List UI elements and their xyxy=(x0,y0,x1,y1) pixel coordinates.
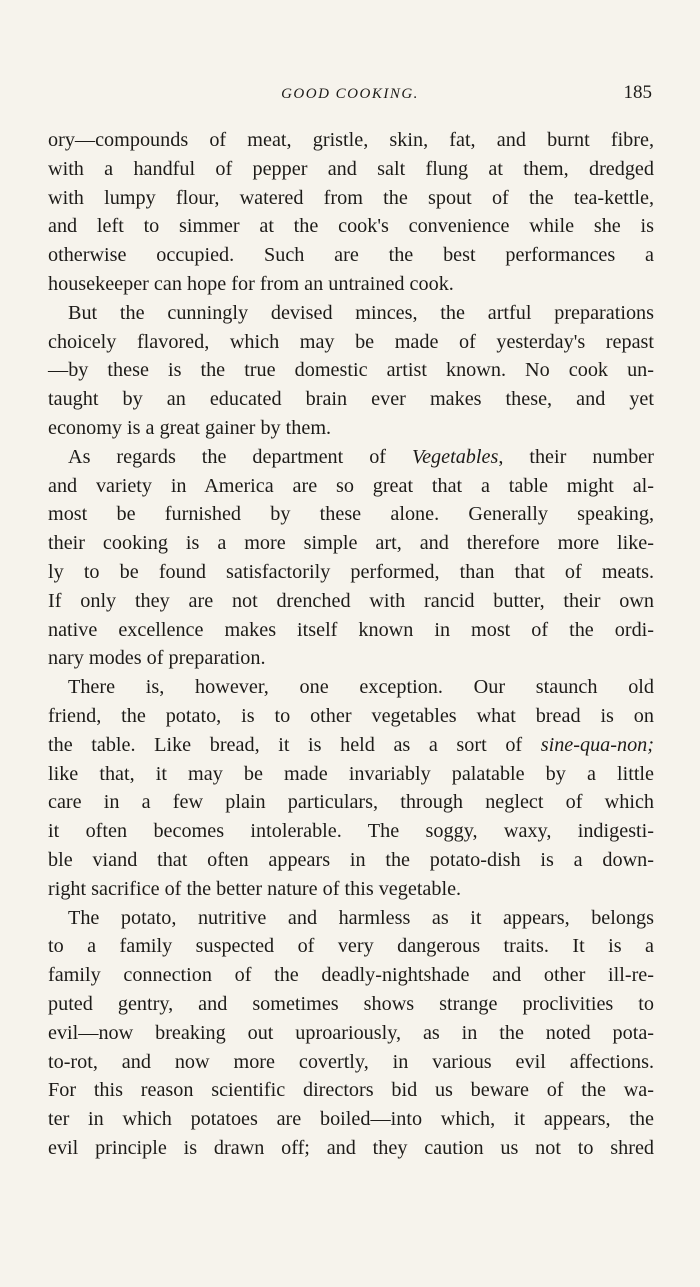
text-line: right sacrifice of the better nature of this vegetable. xyxy=(48,877,462,900)
text-line: most be furnished by these alone. Generally speaking, xyxy=(48,503,654,526)
paragraph xyxy=(48,126,654,299)
text-line: As regards the department of Vegetables, their number xyxy=(68,445,654,468)
text-line: the table. Like bread, it is held as a sort of sine-qua-non; xyxy=(48,733,654,756)
paragraph xyxy=(48,299,654,443)
page-header xyxy=(48,80,652,110)
text-line: nary modes of preparation. xyxy=(48,647,266,670)
text-line: with lumpy flour, watered from the spout of the tea-kettle, xyxy=(48,186,654,209)
text-line: evil—now breaking out uproariously, as in the noted pota- xyxy=(48,1021,654,1044)
text-line: ly to be found satisfactorily performed, than that of meats. xyxy=(48,560,654,583)
text-line: housekeeper can hope for from an untrained cook. xyxy=(48,272,454,295)
text-line: to a family suspected of very dangerous traits. It is a xyxy=(48,935,654,958)
text-line: native excellence makes itself known in most of the ordi- xyxy=(48,618,654,641)
text-line: But the cunningly devised minces, the artful preparations xyxy=(68,301,654,324)
text-line: ble viand that often appears in the potato-dish is a down- xyxy=(48,848,654,871)
text-line: like that, it may be made invariably palatable by a little xyxy=(48,762,654,785)
paragraph xyxy=(48,904,654,1163)
text-line: The potato, nutritive and harmless as it appears, belongs xyxy=(68,906,654,929)
text-line: —by these is the true domestic artist known. No cook un- xyxy=(48,359,654,382)
text-line: taught by an educated brain ever makes these, and yet xyxy=(48,388,654,411)
page-number: 185 xyxy=(623,82,652,103)
text-line: For this reason scientific directors bid us beware of the wa- xyxy=(48,1079,654,1102)
text-line: economy is a great gainer by them. xyxy=(48,416,332,439)
text-line: and left to simmer at the cook's convenience while she is xyxy=(48,215,654,238)
text-line: ter in which potatoes are boiled—into which, it appears, the xyxy=(48,1108,654,1131)
text-line: There is, however, one exception. Our staunch old xyxy=(68,676,654,699)
text-line: to-rot, and now more covertly, in various evil affections. xyxy=(48,1050,654,1073)
text-line: otherwise occupied. Such are the best performances a xyxy=(48,244,654,267)
text-line: care in a few plain particulars, through neglect of which xyxy=(48,791,654,814)
paragraph xyxy=(48,443,654,673)
page-body xyxy=(48,126,654,1163)
text-line: their cooking is a more simple art, and therefore more like- xyxy=(48,532,654,555)
text-line: and variety in America are so great that a table might al- xyxy=(48,474,654,497)
text-line: with a handful of pepper and salt flung at them, dredged xyxy=(48,157,654,180)
text-line: family connection of the deadly-nightshade and other ill-re- xyxy=(48,964,654,987)
paragraph xyxy=(48,673,654,903)
running-head: GOOD COOKING. xyxy=(281,86,419,102)
text-line: puted gentry, and sometimes shows strange proclivities to xyxy=(48,992,654,1015)
text-line: evil principle is drawn off; and they caution us not to shred xyxy=(48,1136,654,1159)
text-line: ory—compounds of meat, gristle, skin, fat, and burnt fibre, xyxy=(48,129,654,151)
text-line: friend, the potato, is to other vegetables what bread is on xyxy=(48,704,654,727)
text-line: it often becomes intolerable. The soggy, waxy, indigesti- xyxy=(48,820,654,843)
text-line: If only they are not drenched with rancid butter, their own xyxy=(48,589,654,612)
text-line: choicely flavored, which may be made of yesterday's repast xyxy=(48,330,654,353)
